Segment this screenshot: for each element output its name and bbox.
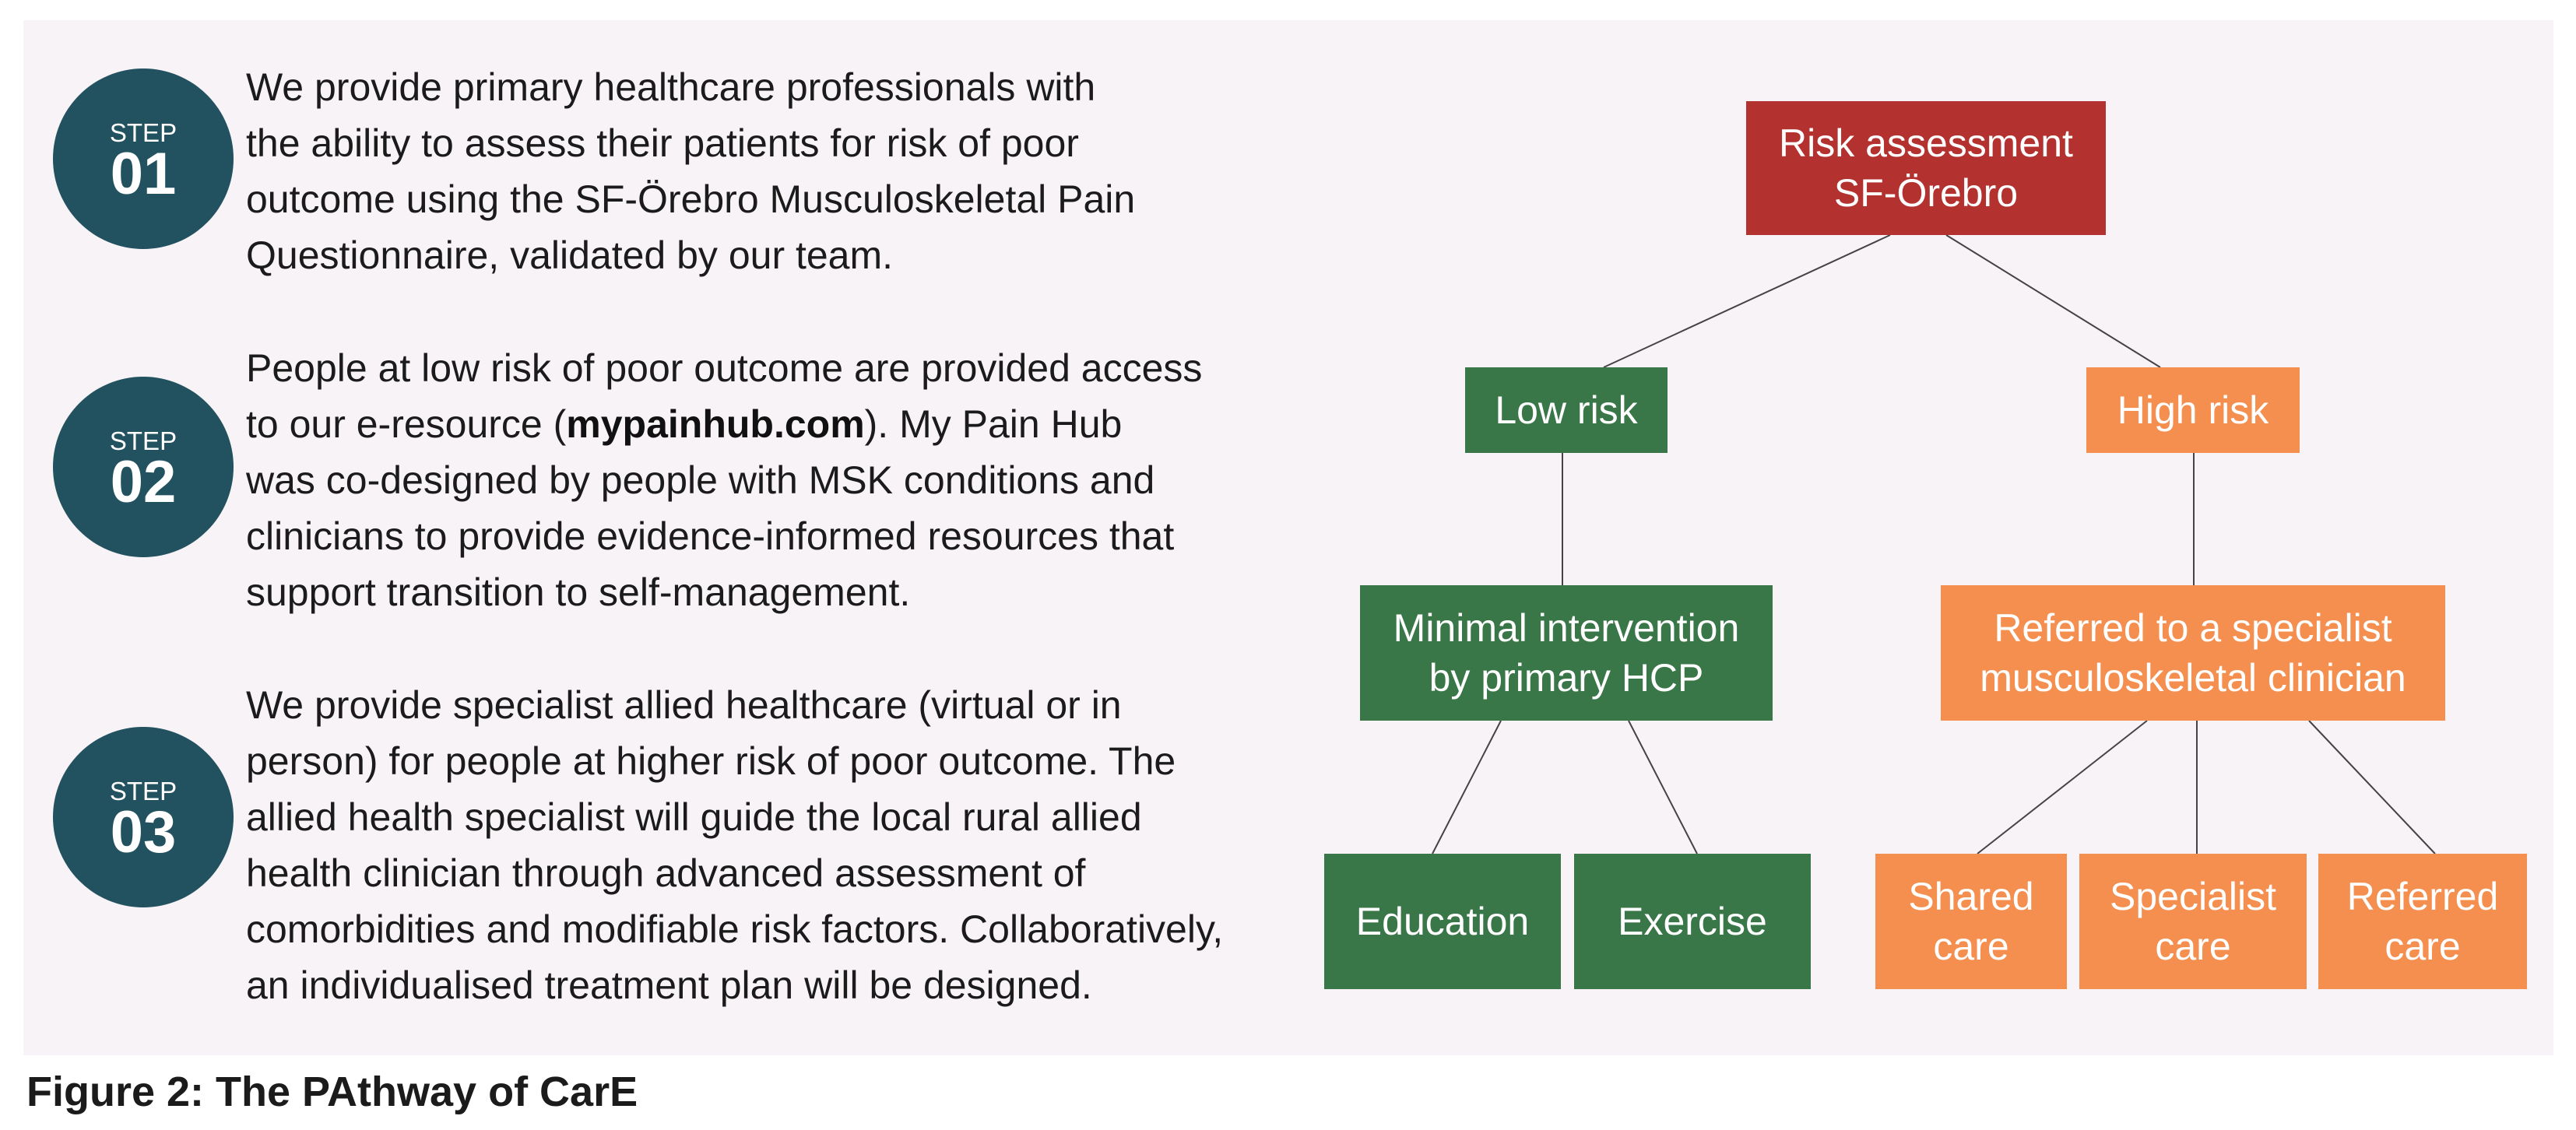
node-label: Referred to a specialist bbox=[1994, 606, 2392, 650]
node-label: by primary HCP bbox=[1429, 656, 1704, 700]
step-03-line: person) for people at higher risk of poor outcome. The bbox=[246, 739, 1176, 783]
node-label: SF-Örebro bbox=[1833, 171, 2019, 215]
node-label: Exercise bbox=[1618, 900, 1767, 943]
specialist-care-node bbox=[2079, 854, 2307, 989]
step-02-line: People at low risk of poor outcome are provided access bbox=[246, 346, 1203, 390]
risk-assessment-node bbox=[1746, 101, 2106, 235]
node-label: care bbox=[1933, 925, 2009, 968]
step-03-line: health clinician through advanced assessment of bbox=[246, 851, 1086, 895]
step-01-line: outcome using the SF-Örebro Musculoskeletal Pain bbox=[246, 177, 1136, 221]
exercise-node bbox=[1574, 854, 1811, 989]
connector-root-high bbox=[1946, 235, 2160, 367]
node-label: Minimal intervention bbox=[1393, 606, 1740, 650]
step-01-line: the ability to assess their patients for risk of poor bbox=[246, 121, 1079, 165]
node-label: care bbox=[2155, 925, 2231, 968]
node-label: Education bbox=[1355, 900, 1530, 943]
mypainhub-link[interactable]: mypainhub.com bbox=[566, 402, 865, 446]
step-02-text-fragment: to our e-resource ( bbox=[246, 402, 567, 446]
node-label: High risk bbox=[2117, 388, 2269, 432]
connector-referred-shared bbox=[1977, 721, 2147, 854]
high-risk-node bbox=[2086, 367, 2300, 453]
low-risk-node bbox=[1465, 367, 1668, 453]
step-label: STEP bbox=[109, 426, 177, 455]
node-label: Referred bbox=[2346, 875, 2499, 918]
connector-root-low bbox=[1604, 235, 1890, 367]
step-03-line: comorbidities and modifiable risk factors. Collaboratively, bbox=[246, 907, 1224, 951]
step-02-line: clinicians to provide evidence-informed resources that bbox=[246, 514, 1175, 558]
step-label: STEP bbox=[109, 777, 177, 805]
step-number: 01 bbox=[110, 141, 177, 207]
referred-specialist-node bbox=[1941, 585, 2445, 721]
connector-minimal-exercise bbox=[1629, 721, 1697, 854]
referred-care-node bbox=[2318, 854, 2527, 989]
step-label: STEP bbox=[109, 118, 177, 147]
minimal-intervention-node bbox=[1360, 585, 1773, 721]
step-number: 02 bbox=[110, 449, 177, 515]
step-02-text-fragment: ). My Pain Hub bbox=[864, 402, 1123, 446]
node-label: care bbox=[2384, 925, 2461, 968]
node-label: Shared bbox=[1908, 875, 2034, 918]
step-number: 03 bbox=[110, 799, 177, 865]
step-02-line: support transition to self-management. bbox=[246, 570, 911, 614]
node-label: Specialist bbox=[2110, 875, 2276, 918]
step-03-line: We provide specialist allied healthcare (virtual or in bbox=[246, 683, 1122, 727]
step-03-line: an individualised treatment plan will be designed. bbox=[246, 963, 1092, 1007]
shared-care-node bbox=[1875, 854, 2067, 989]
figure-caption: Figure 2: The PAthway of CarE bbox=[26, 1069, 638, 1115]
node-label: Risk assessment bbox=[1779, 121, 2073, 165]
step-03-line: allied health specialist will guide the local rural allied bbox=[246, 795, 1142, 839]
step-01-line: We provide primary healthcare professionals with bbox=[246, 65, 1096, 109]
step-01-line: Questionnaire, validated by our team. bbox=[246, 233, 894, 277]
node-label: musculoskeletal clinician bbox=[1980, 656, 2406, 700]
node-label: Low risk bbox=[1495, 388, 1638, 432]
connector-referred-referred bbox=[2309, 721, 2435, 854]
step-02-line: was co-designed by people with MSK conditions and bbox=[246, 458, 1155, 502]
education-node bbox=[1324, 854, 1561, 989]
connector-minimal-education bbox=[1432, 721, 1501, 854]
